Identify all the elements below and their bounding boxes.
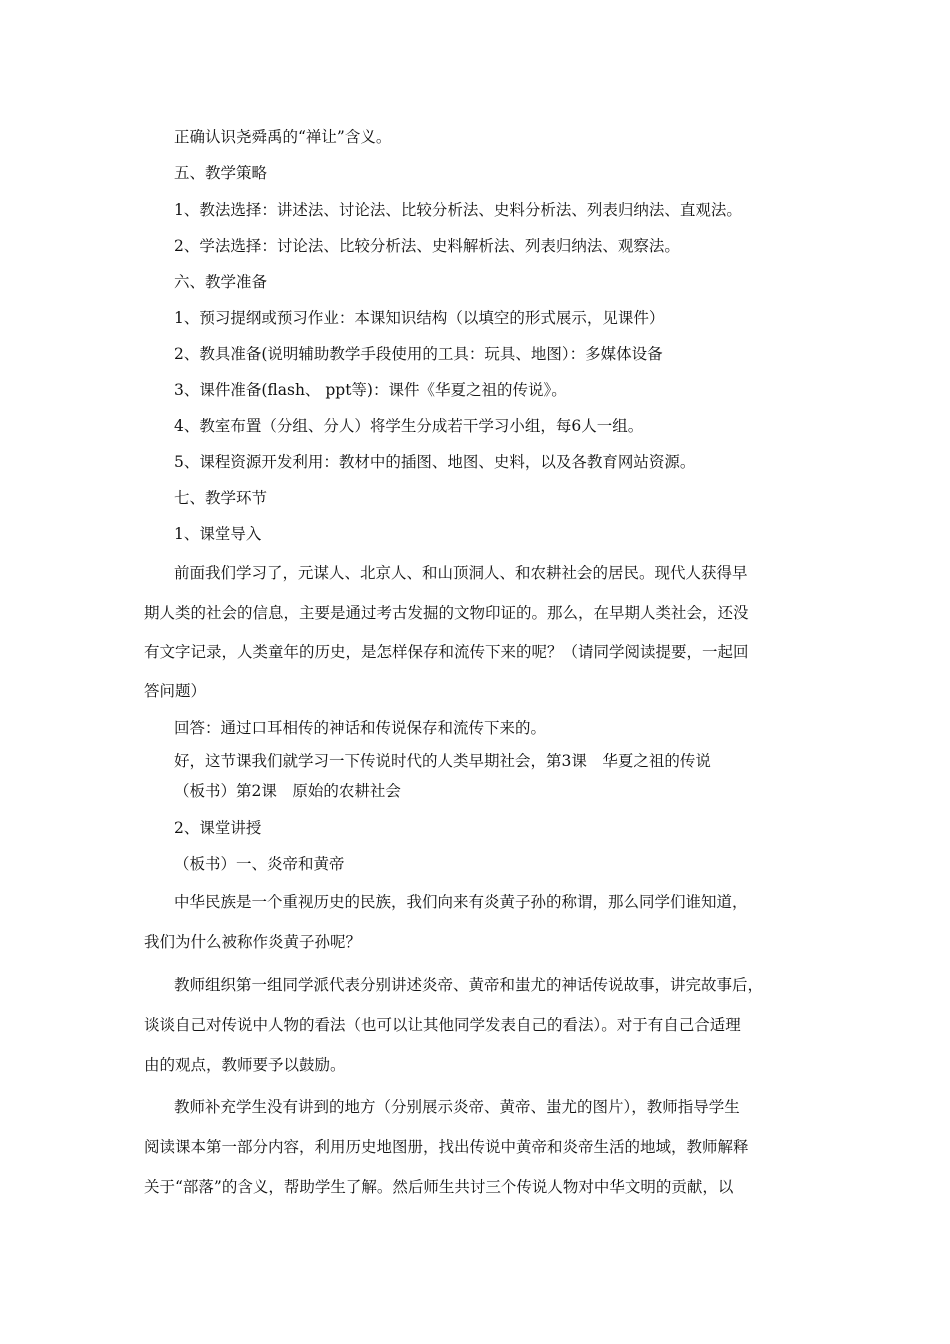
text-line: 阅读课本第一部分内容，利用历史地图册，找出传说中黄帝和炎帝生活的地域，教师解释: [144, 1138, 749, 1156]
text-line: 关于“部落”的含义，帮助学生了解。然后师生共讨三个传说人物对中华文明的贡献，以: [144, 1178, 734, 1196]
section-heading: 六、教学准备: [174, 273, 268, 291]
text-line: 我们为什么被称作炎黄子孙呢？: [144, 933, 362, 951]
text-line: 教师组织第一组同学派代表分别讲述炎帝、黄帝和蚩尤的神话传说故事，讲完故事后，: [174, 976, 764, 994]
text-line: 教师补充学生没有讲到的地方（分别展示炎帝、黄帝、蚩尤的图片），教师指导学生: [174, 1098, 740, 1116]
text-line: 2、学法选择：讨论法、比较分析法、史料解析法、列表归纳法、观察法。: [174, 237, 680, 255]
text-line: 由的观点，教师要予以鼓励。: [144, 1056, 346, 1074]
text-line: 答问题）: [144, 682, 207, 700]
text-line: 5、课程资源开发利用：教材中的插图、地图、史料，以及各教育网站资源。: [174, 453, 696, 471]
board-note: （板书）一、炎帝和黄帝: [174, 855, 345, 873]
text-line: 1、预习提纲或预习作业：本课知识结构（以填空的形式展示，见课件）: [174, 309, 665, 327]
board-note: （板书）第2课 原始的农耕社会: [174, 782, 401, 800]
subsection-heading: 1、课堂导入: [174, 525, 262, 543]
text-line: 有文字记录，人类童年的历史，是怎样保存和流传下来的呢？（请同学阅读提要，一起回: [144, 643, 749, 661]
text-line: 好，这节课我们就学习一下传说时代的人类早期社会，第3课 华夏之祖的传说: [174, 752, 711, 770]
text-line: 4、教室布置（分组、分人）将学生分成若干学习小组，每6人一组。: [174, 417, 644, 435]
text-line: 谈谈自己对传说中人物的看法（也可以让其他同学发表自己的看法）。对于有自己合适理: [144, 1016, 741, 1034]
section-heading: 五、教学策略: [174, 164, 268, 182]
subsection-heading: 2、课堂讲授: [174, 819, 262, 837]
text-line: 正确认识尧舜禹的“禅让”含义。: [174, 128, 392, 146]
text-line: 前面我们学习了，元谋人、北京人、和山顶洞人、和农耕社会的居民。现代人获得早: [174, 564, 748, 582]
text-line: 1、教法选择：讲述法、讨论法、比较分析法、史料分析法、列表归纳法、直观法。: [174, 201, 742, 219]
text-line: 期人类的社会的信息，主要是通过考古发掘的文物印证的。那么，在早期人类社会，还没: [144, 604, 749, 622]
text-line: 2、教具准备(说明辅助教学手段使用的工具：玩具、地图）：多媒体设备: [174, 345, 663, 363]
text-line: 3、课件准备(flash、 ppt等)：课件《华夏之祖的传说》。: [174, 381, 567, 399]
text-line: 中华民族是一个重视历史的民族，我们向来有炎黄子孙的称谓，那么同学们谁知道，: [174, 893, 748, 911]
section-heading: 七、教学环节: [174, 489, 268, 507]
text-line: 回答：通过口耳相传的神话和传说保存和流传下来的。: [174, 719, 547, 737]
